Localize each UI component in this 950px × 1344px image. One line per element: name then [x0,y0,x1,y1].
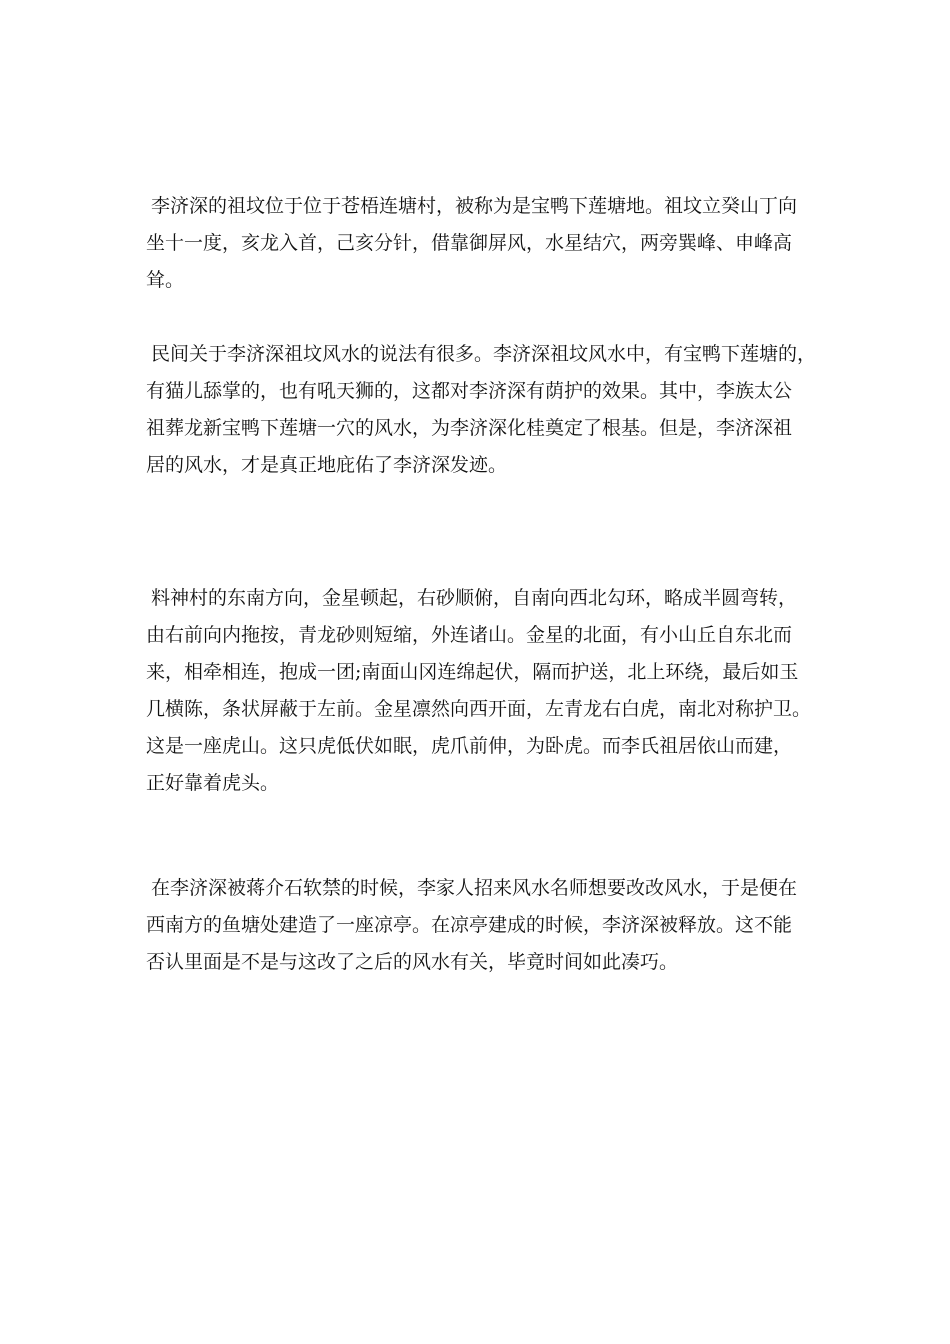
paragraph-line: 李济深的祖坟位于位于苍梧连塘村，被称为是宝鸭下莲塘地。祖坟立癸山丁向 [151,195,798,217]
paragraph-line: 在李济深被蒋介石软禁的时候，李家人招来风水名师想要改改风水，于是便在 [151,877,798,899]
paragraph-tiger-mountain [146,580,816,802]
paragraph-line: 来，相牵相连，抱成一团;南面山冈连绵起伏，隔而护送，北上环绕，最后如玉 [146,661,799,683]
paragraph-folk-sayings [146,336,816,484]
paragraph-line: 否认里面是不是与这改了之后的风水有关，毕竟时间如此凑巧。 [146,951,679,973]
paragraph-line: 料神村的东南方向，金星顿起，右砂顺俯，自南向西北勾环，略成半圆弯转， [151,587,798,609]
paragraph-line: 西南方的鱼塘处建造了一座凉亭。在凉亭建成的时候，李济深被释放。这不能 [146,914,793,936]
paragraph-line: 正好靠着虎头。 [146,772,280,794]
paragraph-line: 民间关于李济深祖坟风水的说法有很多。李济深祖坟风水中，有宝鸭下莲塘的， [151,343,817,365]
paragraph-line: 这是一座虎山。这只虎低伏如眠，虎爪前伸，为卧虎。而李氏祖居依山而建， [146,735,793,757]
paragraph-line: 居的风水，才是真正地庇佑了李济深发迹。 [146,454,508,476]
paragraph-line: 由右前向内拖按，青龙砂则短缩，外连诸山。金星的北面，有小山丘自东北而 [146,624,793,646]
paragraph-line: 坐十一度，亥龙入首，己亥分针，借靠御屏风，水星结穴，两旁巽峰、申峰高 [146,232,793,254]
paragraph-pavilion [146,870,816,981]
paragraph-line: 祖葬龙新宝鸭下莲塘一穴的风水，为李济深化桂奠定了根基。但是，李济深祖 [146,417,793,439]
paragraph-line: 耸。 [146,269,185,291]
paragraph-line: 有猫儿舔掌的，也有吼天狮的，这都对李济深有荫护的效果。其中，李族太公 [146,380,793,402]
paragraph-line: 几横陈，条状屏蔽于左前。金星凛然向西开面，左青龙右白虎，南北对称护卫。 [146,698,812,720]
paragraph-ancestral-tomb [146,188,816,299]
